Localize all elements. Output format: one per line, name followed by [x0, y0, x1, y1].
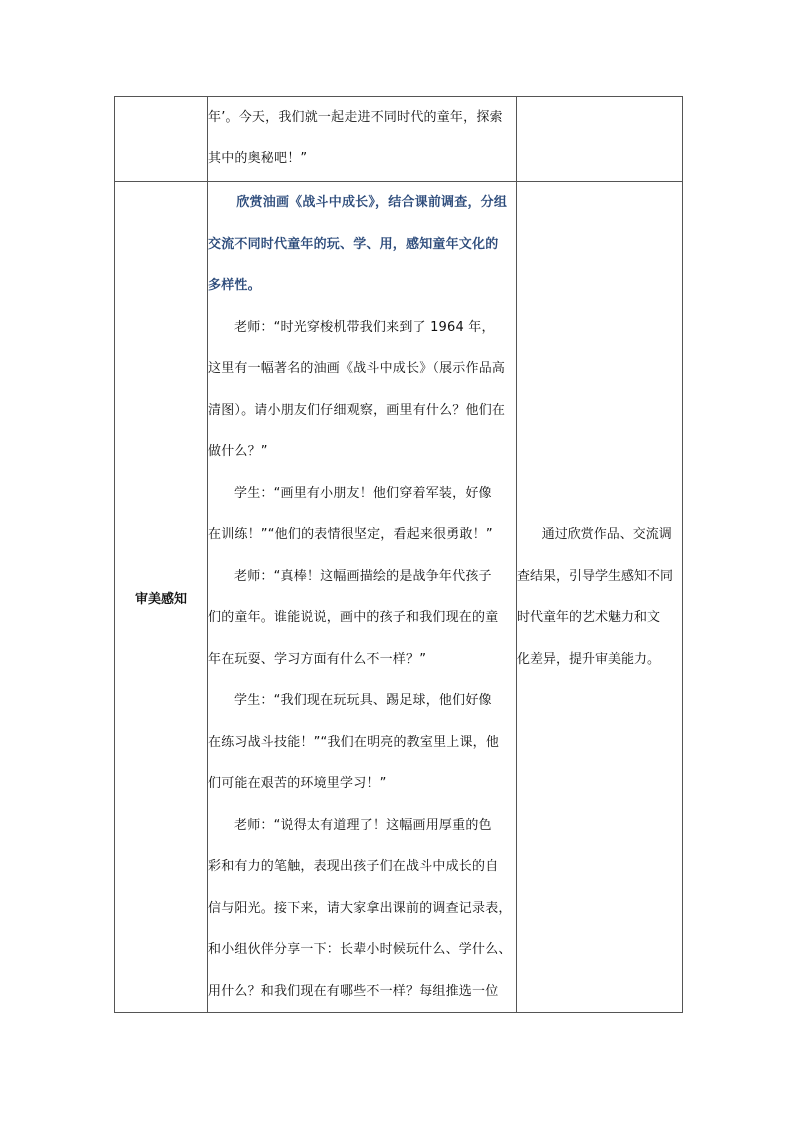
- process-line: 老师：“时光穿梭机带我们来到了 1964 年，: [208, 319, 495, 335]
- activity-heading-line: 欣赏油画《战斗中成长》，结合课前调查，分组: [208, 195, 508, 210]
- process-line: 老师：“真棒！这幅画描绘的是战争年代孩子: [208, 568, 492, 584]
- process-line: 用什么？和我们现在有哪些不一样？每组推选一位: [208, 983, 499, 999]
- process-cell: [208, 182, 517, 1013]
- process-line: 其中的奥秘吧！”: [208, 151, 308, 166]
- process-line: 老师：“说得太有道理了！这幅画用厚重的色: [208, 817, 492, 833]
- stage-cell: 审美感知: [115, 182, 208, 1013]
- process-line: 和小组伙伴分享一下：长辈小时候玩什么、学什么、: [208, 942, 512, 957]
- process-cell: [208, 97, 517, 182]
- process-line: 学生：“我们现在玩玩具、踢足球，他们好像: [208, 693, 492, 708]
- process-line: 信与阳光。接下来，请大家拿出课前的调查记录表，: [208, 900, 512, 916]
- purpose-line: 时代童年的艺术魅力和文: [517, 610, 661, 625]
- process-line: 在练习战斗技能！”“我们在明亮的教室里上课，他: [208, 734, 500, 750]
- purpose-line: 通过欣赏作品、交流调: [517, 527, 672, 542]
- purpose-cell: [517, 182, 683, 1013]
- table-row: [115, 97, 683, 182]
- purpose-line: 化差异，提升审美能力。: [517, 651, 661, 667]
- process-line: 做什么？”: [208, 444, 268, 459]
- process-line: 们可能在艰苦的环境里学习！”: [208, 776, 387, 791]
- process-line: 学生：“画里有小朋友！他们穿着军装，好像: [208, 485, 492, 501]
- process-line: 这里有一幅著名的油画《战斗中成长》（展示作品高: [208, 361, 506, 376]
- activity-heading-line: 交流不同时代童年的玩、学、用，感知童年文化的: [208, 236, 499, 252]
- stage-cell: [115, 97, 208, 182]
- process-line: 们的童年。谁能说说，画中的孩子和我们现在的童: [208, 610, 499, 625]
- process-line: 年’。今天，我们就一起走进不同时代的童年，探索: [208, 110, 503, 125]
- process-line: 在训练！”“他们的表情很坚定，看起来很勇敢！”: [208, 527, 493, 542]
- purpose-line: 查结果，引导学生感知不同: [517, 568, 674, 584]
- table-row: [115, 182, 683, 1013]
- process-line: 年在玩耍、学习方面有什么不一样？”: [208, 651, 427, 667]
- purpose-cell: [517, 97, 683, 182]
- lesson-plan-table: [114, 96, 683, 1013]
- process-line: 清图）。请小朋友们仔细观察，画里有什么？他们在: [208, 402, 506, 418]
- activity-heading-line: 多样性。: [208, 278, 261, 293]
- process-line: 彩和有力的笔触，表现出孩子们在战斗中成长的自: [208, 859, 499, 874]
